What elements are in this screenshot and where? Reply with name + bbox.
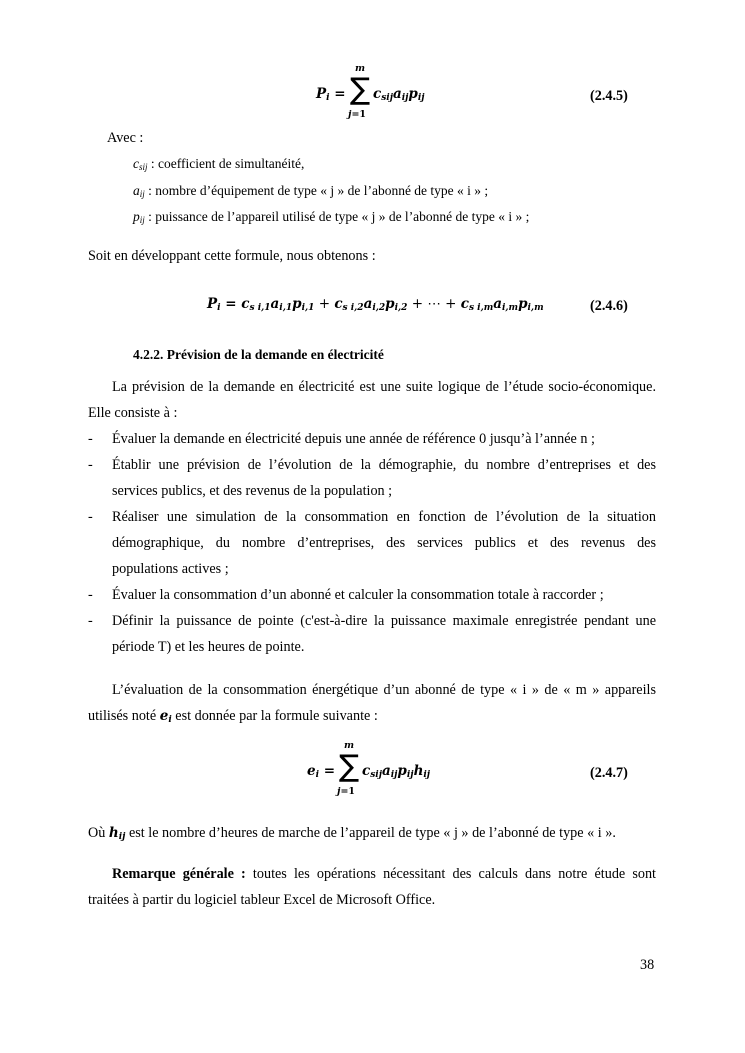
remark-line-1: Remarque générale : toutes les opérations nécessitant des calculs dans notre étude sont — [112, 866, 657, 882]
remark-line-2: traitées à partir du logiciel tableur Excel de Microsoft Office. — [88, 892, 436, 908]
eq3-sum-upper: m — [344, 740, 355, 751]
definition-pij: $p_{ij}$ : puissance de l’appareil utilisé de type « j » de l’abonné de type « i » ; — [133, 209, 530, 225]
definition-aij: $a_{ij}$ : nombre d’équipement de type « j » de l’abonné de type « i » ; — [133, 183, 489, 199]
eq1-terms: $c_{sij}a_{ij}p_{ij}$ — [373, 86, 425, 103]
bullet-2-line-2: services publics, et des revenus de la population ; — [112, 483, 393, 499]
bullet-3-line-1: Réaliser une simulation de la consommation en fonction de l’évolution de la situation — [112, 509, 656, 525]
equation-number-2-4-7: (2.4.7) — [590, 765, 628, 781]
bullet-4: Évaluer la consommation d’un abonné et calculer la consommation totale à raccorder ; — [112, 587, 604, 603]
equation-2-4-6: $P_i = c_{s i,1}a_{i,1}p_{i,1} + c_{s i,2}a_{i,2}p_{i,2}$ + ⋯ + $c_{s i,m}a_{i,m}p_{i,m}$ — [207, 296, 544, 313]
bullet-1: Évaluer la demande en électricité depuis une année de référence 0 jusqu’à l’année n ; — [112, 431, 595, 447]
eq1-sum-lower: j=1 — [348, 109, 367, 120]
eq1-lhs: $P_i$ = — [316, 86, 346, 103]
avec-label: Avec : — [107, 130, 144, 146]
eq3-lhs: $e_i$ = — [307, 763, 336, 780]
eq1-sum-upper: m — [355, 63, 366, 74]
sum-icon: ∑ — [350, 72, 371, 107]
bullet-2-line-1: Établir une prévision de l’évolution de la démographie, du nombre d’entreprises et des — [112, 457, 656, 473]
evaluation-line-2: utilisés noté $e_i$ est donnée par la formule suivante : — [88, 708, 378, 725]
intro-line-1: La prévision de la demande en électricité est une suite logique de l’étude socio-économique. — [112, 379, 656, 395]
bullet-3-line-2: démographique, du nombre d’entreprises, des services publics et des revenus des — [112, 535, 656, 551]
eq3-terms: $c_{sij}a_{ij}p_{ij}h_{ij}$ — [362, 763, 431, 780]
bullet-dash: - — [88, 613, 93, 629]
equation-number-2-4-5: (2.4.5) — [590, 88, 628, 104]
intro-line-2: Elle consiste à : — [88, 405, 178, 421]
bullet-dash: - — [88, 457, 93, 473]
bullet-dash: - — [88, 431, 93, 447]
bullet-5-line-1: Définir la puissance de pointe (c'est-à-dire la puissance maximale enregistrée pendant une — [112, 613, 656, 629]
eq3-sum-lower: j=1 — [337, 786, 356, 797]
section-heading: 4.2.2. Prévision de la demande en électricité — [133, 347, 384, 362]
develop-text: Soit en développant cette formule, nous obtenons : — [88, 248, 376, 264]
definition-csij: $c_{sij}$ : coefficient de simultanéité, — [133, 156, 305, 172]
evaluation-line-1: L’évaluation de la consommation énergétique d’un abonné de type « i » de « m » appareils — [112, 682, 656, 698]
bullet-dash: - — [88, 587, 93, 603]
bullet-3-line-3: populations actives ; — [112, 561, 229, 577]
ou-line: Où $h_{ij}$ est le nombre d’heures de marche de l’appareil de type « j » de l’abonné de type « i ». — [88, 825, 616, 842]
sum-icon: ∑ — [339, 749, 360, 784]
page-number: 38 — [640, 957, 655, 973]
equation-number-2-4-6: (2.4.6) — [590, 298, 628, 314]
bullet-dash: - — [88, 509, 93, 525]
bullet-5-line-2: période T) et les heures de pointe. — [112, 639, 305, 655]
